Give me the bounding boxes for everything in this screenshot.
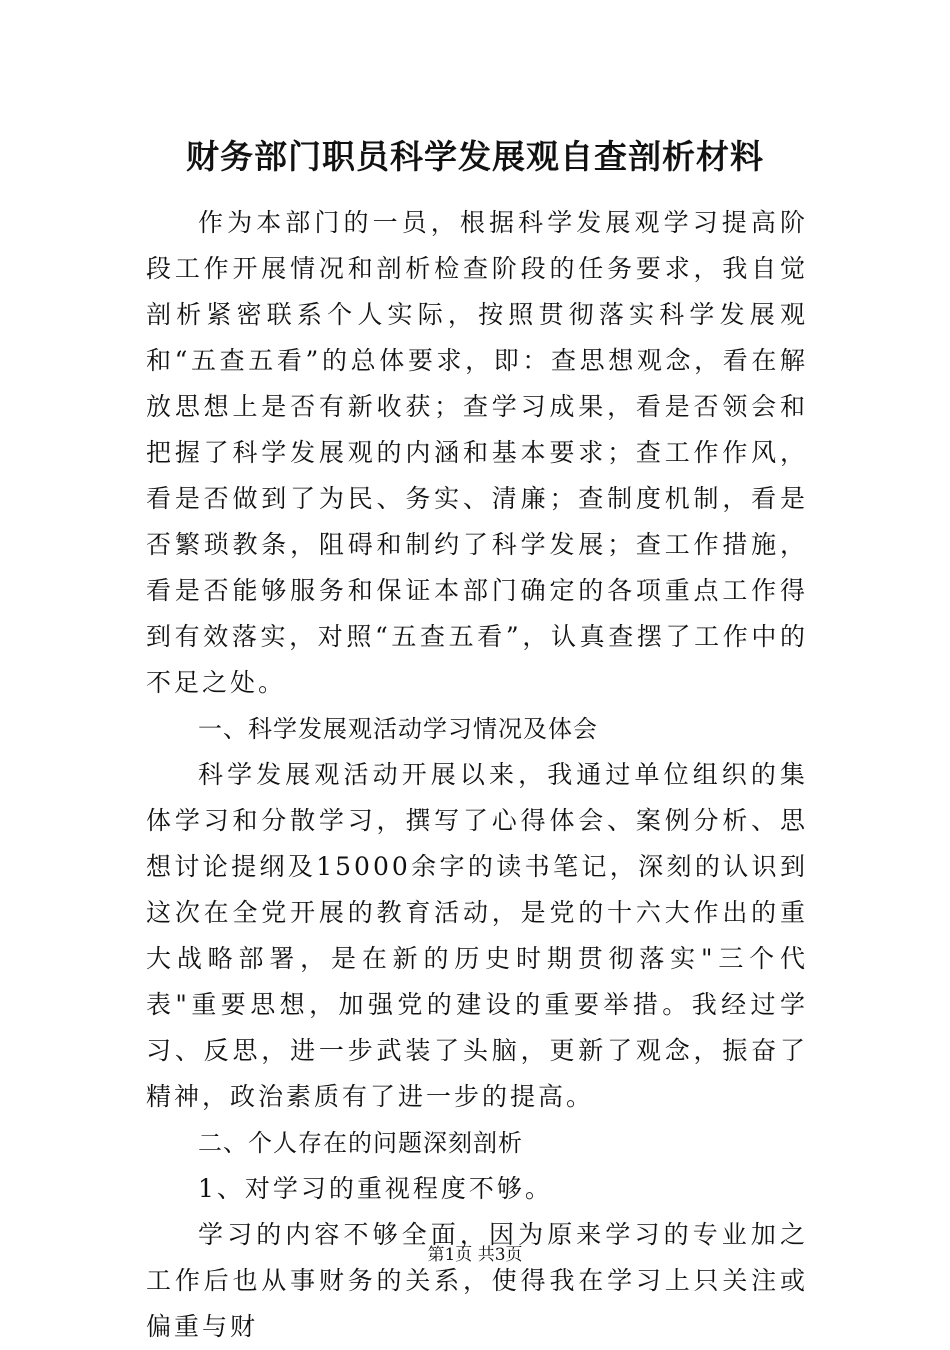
section-heading: 一、科学发展观活动学习情况及体会 (198, 715, 598, 743)
page-number-footer: 第1页 共3页 (427, 1245, 523, 1265)
paragraph: 1、对学习的重视程度不够。 (198, 1174, 553, 1203)
document-body (146, 200, 808, 1350)
paragraph: 科学发展观活动开展以来，我通过单位组织的集体学习和分散学习，撰写了心得体会、案例分析、思想讨论提纲及15000余字的读书笔记，深刻的认识到这次在全党开展的教育活动，是党的十六大作出的重大战略部署，是在新的历史时期贯彻落实"三个代表"重要思想，加强党的建设的重要举措。我经过学习、反思，进一步武装了头脑，更新了观念，振奋了精神，政治素质有了进一步的提高。 (146, 760, 808, 1111)
paragraph: 学习的内容不够全面，因为原来学习的专业加之工作后也从事财务的关系，使得我在学习上只关注或偏重与财 (146, 1220, 808, 1341)
paragraph: 作为本部门的一员，根据科学发展观学习提高阶段工作开展情况和剖析检查阶段的任务要求，我自觉剖析紧密联系个人实际，按照贯彻落实科学发展观和“五查五看”的总体要求，即：查思想观念，看在解放思想上是否有新收获；查学习成果，看是否领会和把握了科学发展观的内涵和基本要求；查工作作风，看是否做到了为民、务实、清廉；查制度机制，看是否繁琐教条，阻碍和制约了科学发展；查工作措施，看是否能够服务和保证本部门确定的各项重点工作得到有效落实，对照“五查五看”，认真查摆了工作中的不足之处。 (146, 208, 808, 697)
section-heading: 二、个人存在的问题深刻剖析 (198, 1129, 523, 1157)
document-title: 财务部门职员科学发展观自查剖析材料 (186, 137, 764, 176)
